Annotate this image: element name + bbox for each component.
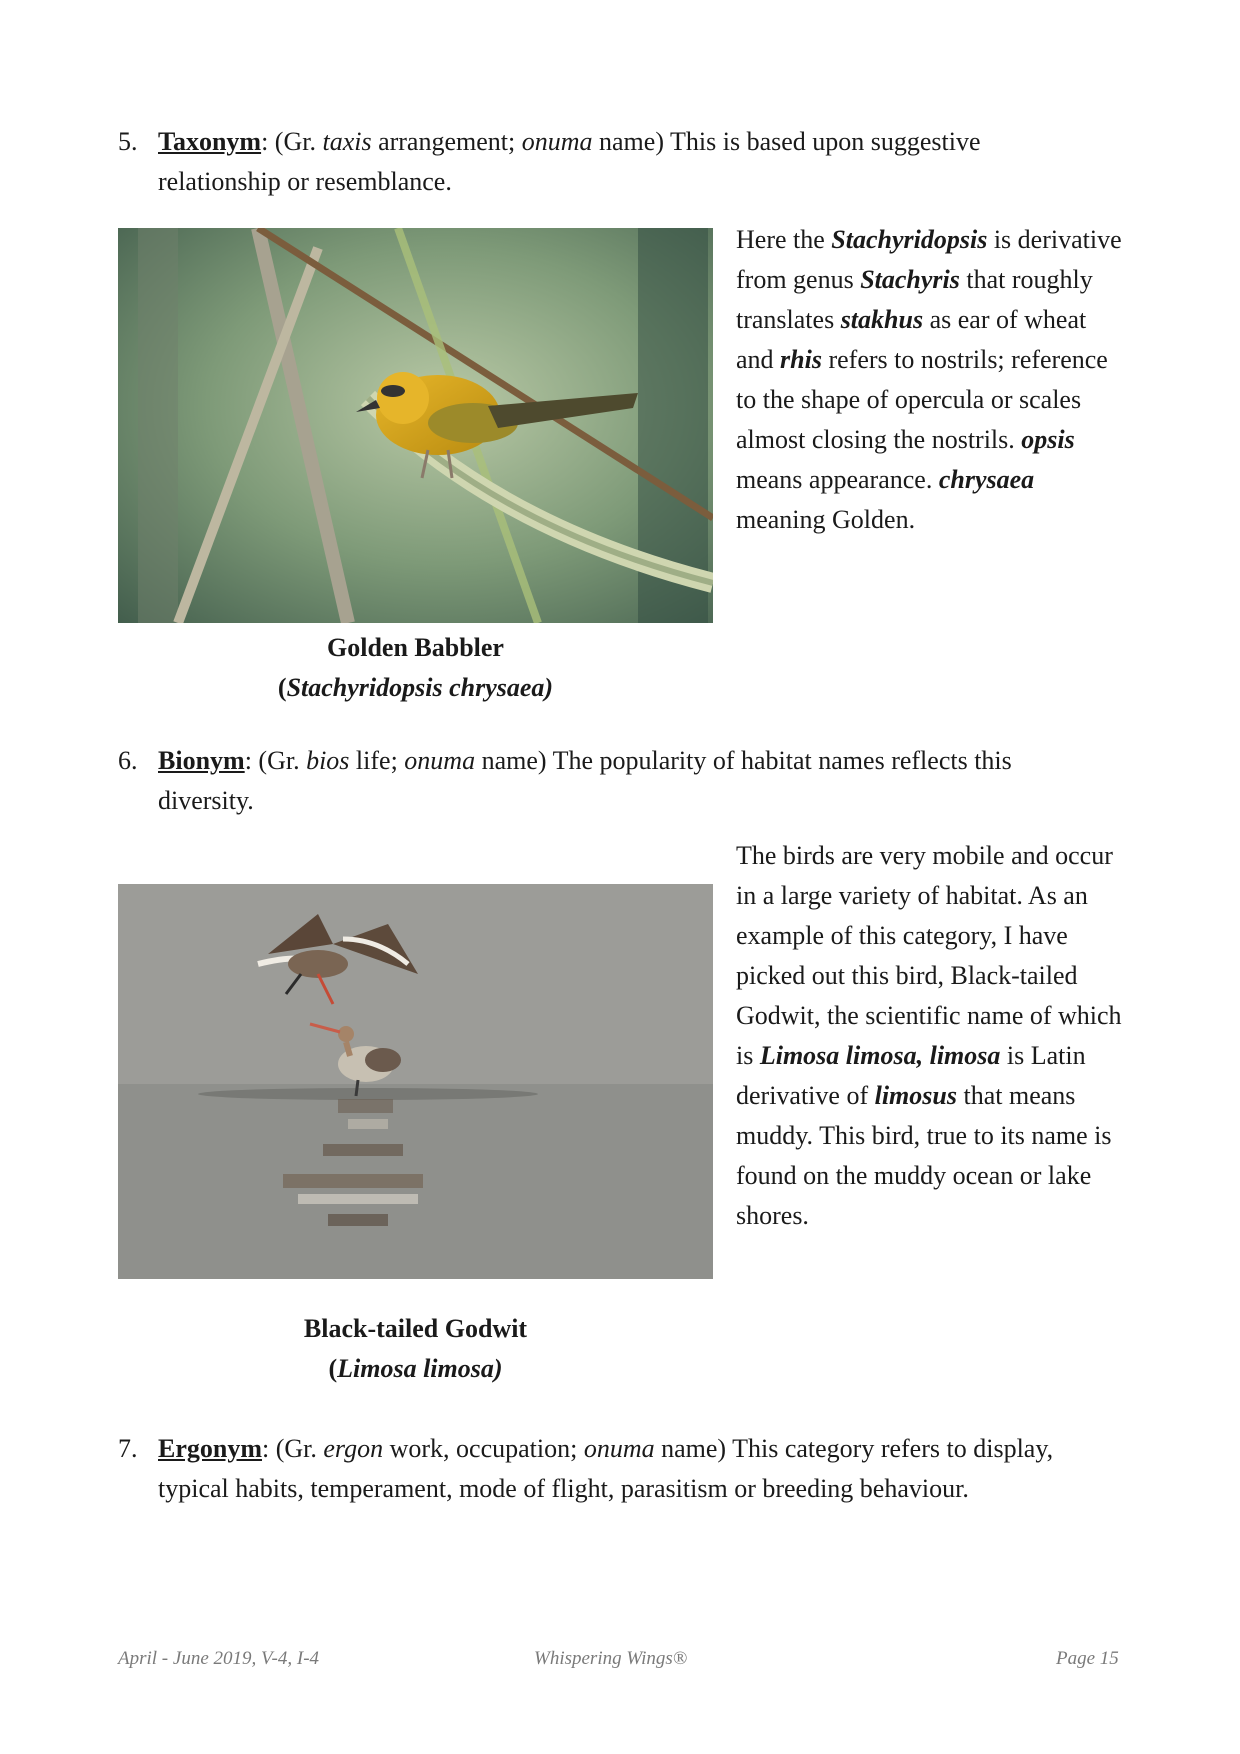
caption-scientific-name: (Stachyridopsis chrysaea) [277,673,554,702]
side-text-bionym: The birds are very mobile and occur in a large variety of habitat. As an example of this category, I have picked out this bird, Black-tailed Godwit, the scientific name of which is Limosa limosa, limosa is Latin derivative of limosus that means muddy. This bird, true to its name is found on the muddy ocean or lake shores. [736,841,1122,1230]
side-text-taxonym: Here the Stachyridopsis is derivative from genus Stachyris that roughly translates stakhus as ear of wheat and rhis refers to nostrils; reference to the shape of opercula or scales almost closing the nostrils. opsis means appearance. chrysaea meaning Golden. [736,225,1122,534]
caption-black-tailed-godwit [118,1309,713,1389]
footer-publication-name: Whispering Wings® [534,1648,688,1669]
footer-issue-date: April - June 2019, V-4, I-4 [118,1648,320,1669]
section-intro-bionym: Bionym: (Gr. bios life; onuma name) The popularity of habitat names reflects this diversity. [158,746,1012,815]
section-intro-ergonym: Ergonym: (Gr. ergon work, occupation; onuma name) This category refers to display, typical habits, temperament, mode of flight, parasitism or breeding behaviour. [158,1434,1054,1503]
heading-ergonym: Ergonym [158,1434,262,1463]
golden-babbler-photo [118,228,713,623]
caption-common-name: Golden Babbler [327,633,504,662]
caption-common-name: Black-tailed Godwit [303,1314,528,1343]
black-tailed-godwit-photo [118,884,713,1279]
item-number: 7. [118,1434,138,1463]
caption-golden-babbler [118,628,713,708]
heading-taxonym: Taxonym [158,127,262,156]
caption-scientific-name: (Limosa limosa) [328,1354,503,1383]
item-number: 6. [118,746,138,775]
item-number: 5. [118,127,138,156]
section-intro-taxonym: Taxonym: (Gr. taxis arrangement; onuma name) This is based upon suggestive relationship or resemblance. [158,127,981,196]
heading-bionym: Bionym [158,746,245,775]
footer-page-number: Page 15 [1056,1648,1119,1669]
